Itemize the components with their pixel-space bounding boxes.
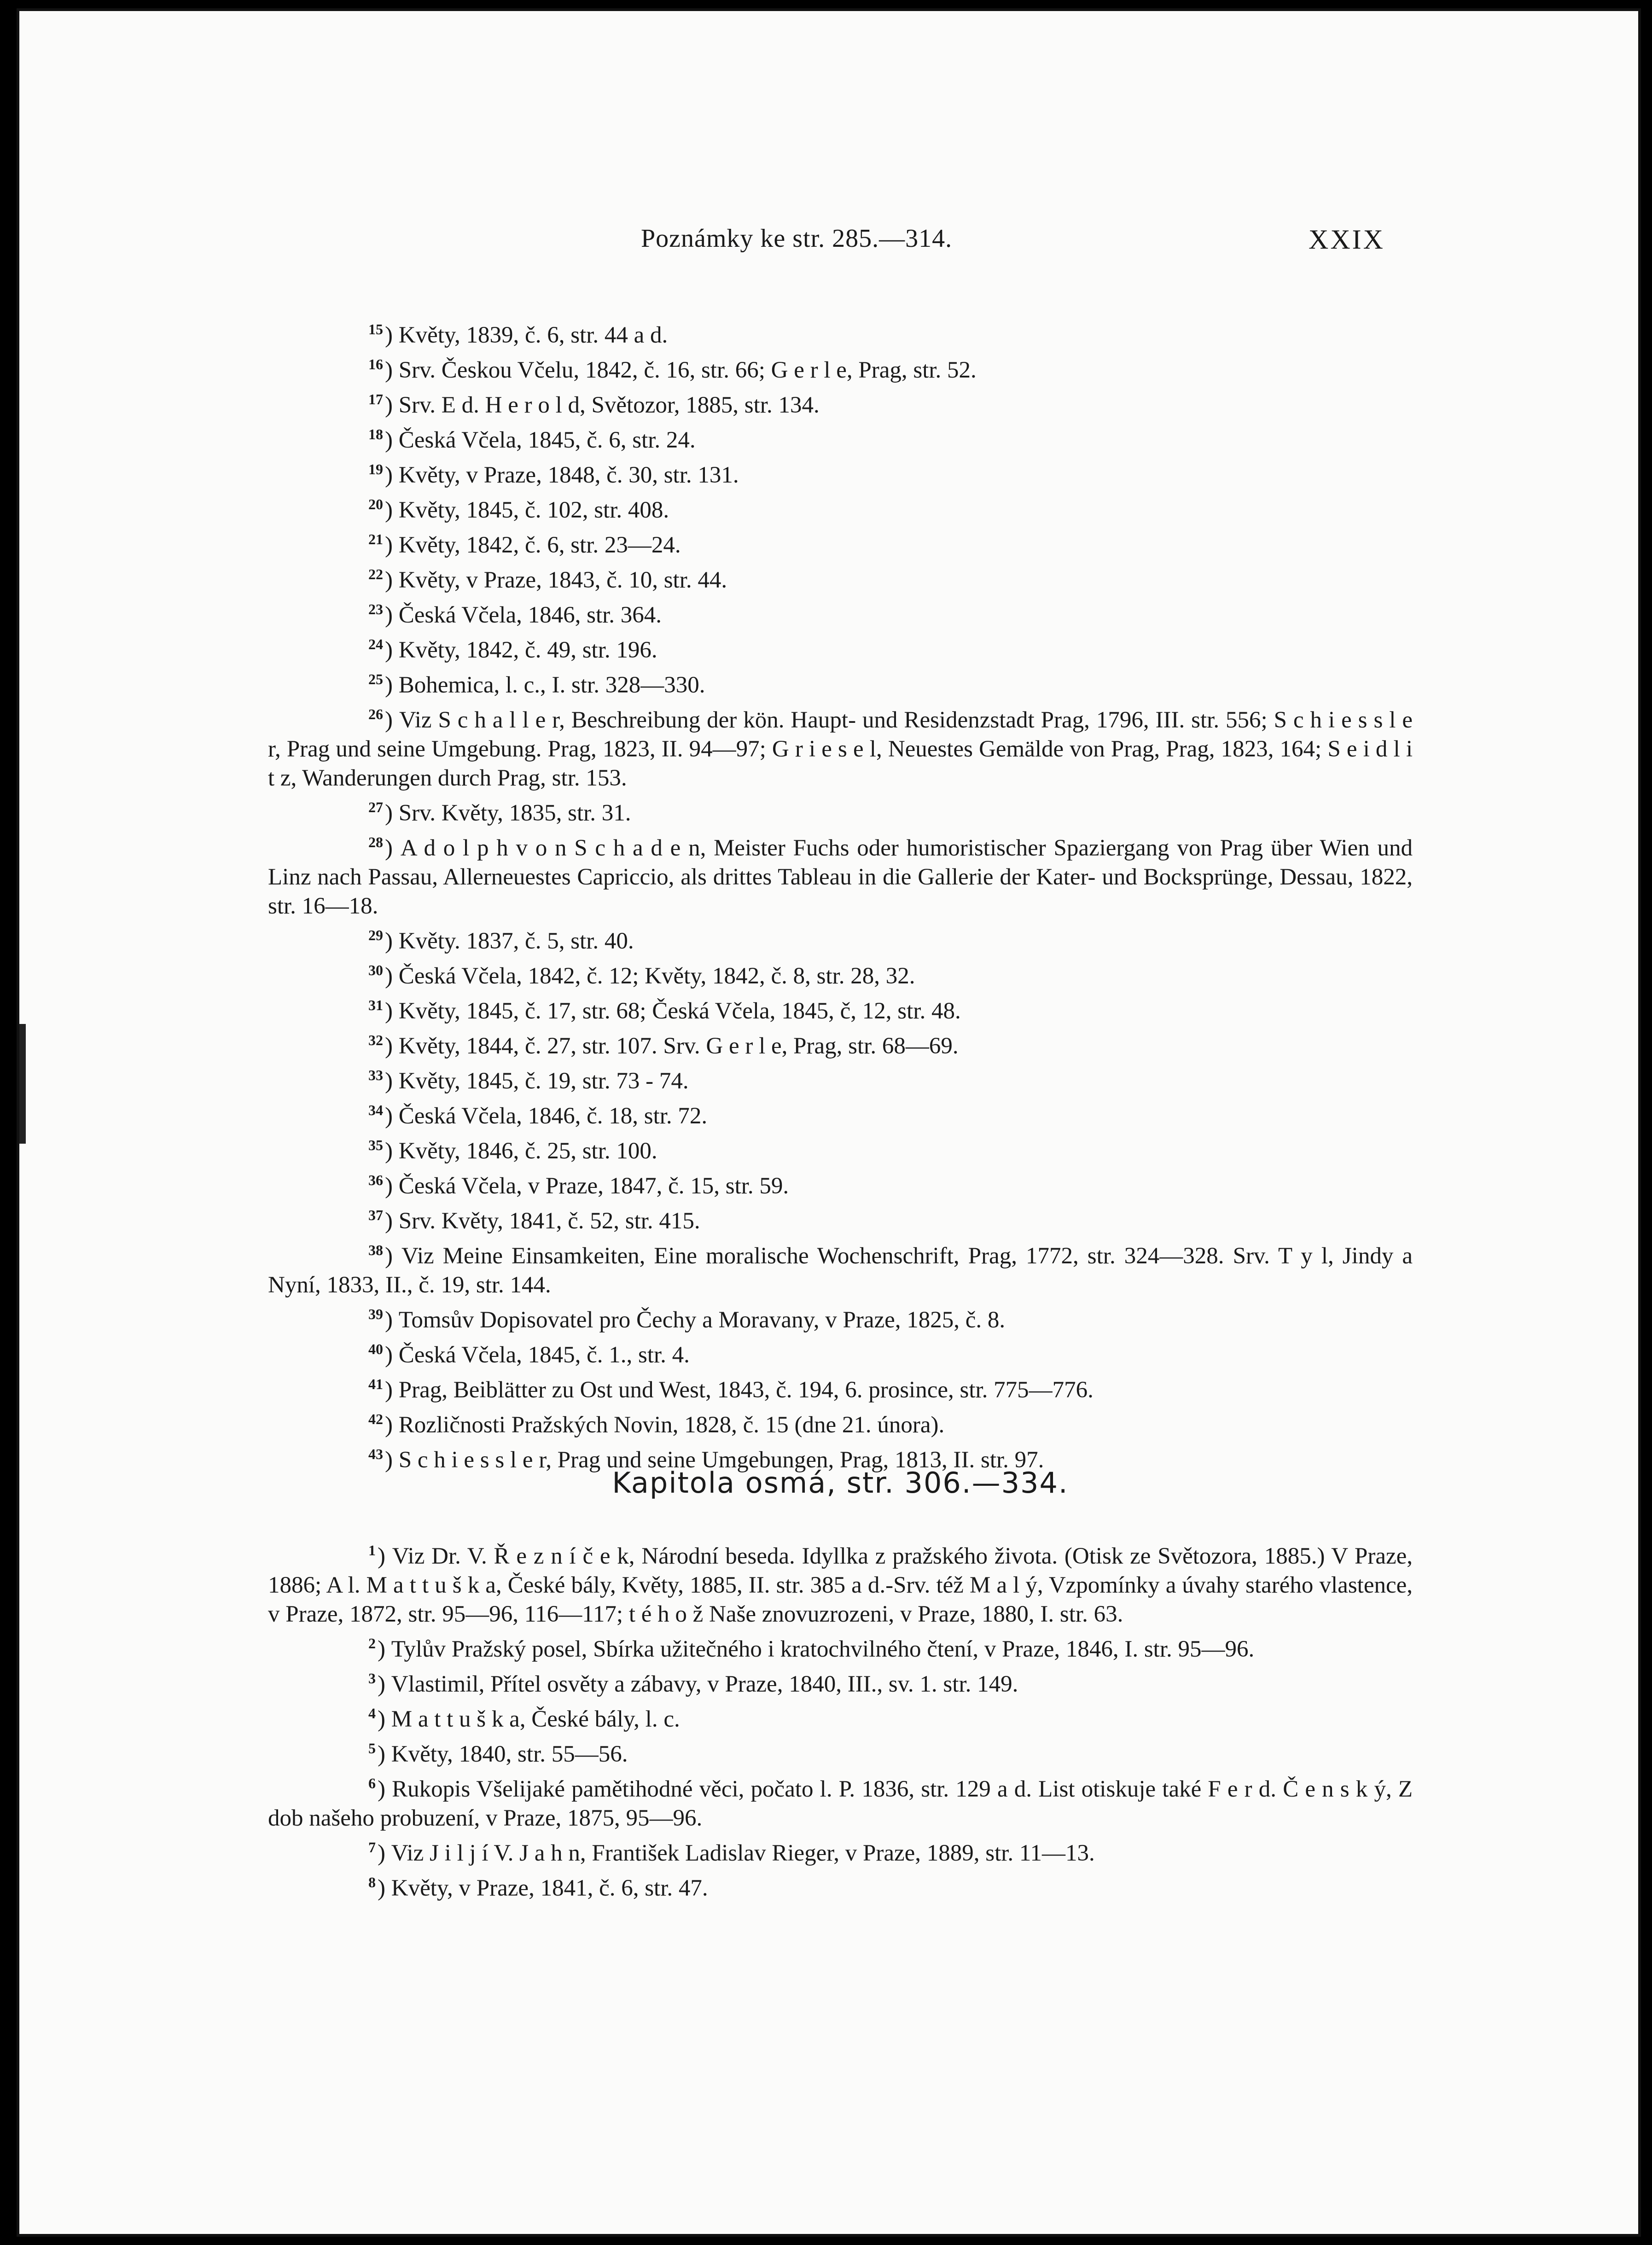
footnote-text: Květy, v Praze, 1843, č. 10, str. 44.: [398, 567, 727, 593]
footnote: $^{39}$) Tomsův Dopisovatel pro Čechy a Moravany, v Praze, 1825, č. 8.: [368, 1306, 1006, 1333]
footnote: $^{29}$) Květy. 1837, č. 5, str. 40.: [368, 927, 634, 954]
footnote-number: 16: [368, 356, 383, 372]
footnotes-chapter-7: [268, 315, 1413, 1475]
footnote: $^{17}$) Srv. E d. H e r o l d, Světozor, 1885, str. 134.: [368, 391, 820, 418]
footnote: $^{32}$) Květy, 1844, č. 27, str. 107. Srv. G e r l e, Prag, str. 68—69.: [368, 1032, 959, 1059]
footnote: $^{35}$) Květy, 1846, č. 25, str. 100.: [368, 1137, 657, 1164]
footnote-text: Vlastimil, Přítel osvěty a zábavy, v Praze, 1840, III., sv. 1. str. 149.: [391, 1671, 1018, 1697]
footnotes-chapter-8: [268, 1536, 1413, 1903]
footnote-text: Květy. 1837, č. 5, str. 40.: [398, 928, 634, 954]
footnote-text: Viz Meine Einsamkeiten, Eine moralische Wochenschrift, Prag, 1772, str. 324—328. Srv. T y l, Jindy a Nyní, 1833, II., č. 19, str. 144.: [268, 1243, 1413, 1298]
footnote: $^{20}$) Květy, 1845, č. 102, str. 408.: [368, 496, 669, 523]
footnote-text: Rozličnosti Pražských Novin, 1828, č. 15 (dne 21. února).: [398, 1412, 945, 1438]
footnote-number: 25: [368, 671, 383, 687]
footnote: $^{40}$) Česká Včela, 1845, č. 1., str. 4.: [368, 1341, 690, 1368]
footnote-number: 3: [368, 1670, 376, 1687]
running-title: Poznámky ke str. 285.—314.: [641, 224, 953, 253]
footnote-text: Květy, 1846, č. 25, str. 100.: [398, 1138, 657, 1164]
footnote-text: Srv. Květy, 1835, str. 31.: [398, 800, 631, 826]
footnote: $^{30}$) Česká Včela, 1842, č. 12; Květy, 1842, č. 8, str. 28, 32.: [368, 962, 915, 989]
footnote: $^8$) Květy, v Praze, 1841, č. 6, str. 47.: [368, 1874, 708, 1901]
footnote-text: Česká Včela, 1845, č. 1., str. 4.: [398, 1342, 690, 1368]
footnote-number: 35: [368, 1137, 383, 1153]
footnote: $^{43}$) S c h i e s s l e r, Prag und seine Umgebungen, Prag, 1813, II. str. 97.: [368, 1446, 1044, 1473]
footnote-number: 31: [368, 997, 383, 1013]
footnote-text: Srv. E d. H e r o l d, Světozor, 1885, str. 134.: [398, 392, 820, 418]
footnote-text: Květy, 1844, č. 27, str. 107. Srv. G e r l e, Prag, str. 68—69.: [398, 1033, 959, 1059]
footnote-number: 1: [368, 1542, 376, 1559]
footnote: $^{21}$) Květy, 1842, č. 6, str. 23—24.: [368, 531, 681, 558]
footnote: $^{23}$) Česká Včela, 1846, str. 364.: [368, 601, 662, 628]
footnote-number: 19: [368, 461, 383, 477]
footnote-text: Tylův Pražský posel, Sbírka užitečného i kratochvilného čtení, v Praze, 1846, I. str. 95—96.: [391, 1636, 1255, 1662]
footnote-text: Česká Včela, v Praze, 1847, č. 15, str. 59.: [398, 1173, 789, 1199]
footnote-text: S c h i e s s l e r, Prag und seine Umgebungen, Prag, 1813, II. str. 97.: [398, 1447, 1044, 1473]
footnote: $^{38}$) Viz Meine Einsamkeiten, Eine moralische Wochenschrift, Prag, 1772, str. 324—328. Srv. T y l, Jindy a Nyní, 1833, II., č. 19, str. 144.: [268, 1242, 1413, 1298]
footnote: $^4$) M a t t u š k a, České bály, l. c.: [368, 1705, 680, 1732]
footnote-text: Viz J i l j í V. J a h n, František Ladislav Rieger, v Praze, 1889, str. 11—13.: [391, 1840, 1095, 1866]
footnote: $^{22}$) Květy, v Praze, 1843, č. 10, str. 44.: [368, 566, 727, 593]
footnote-number: 27: [368, 799, 383, 815]
footnote-text: M a t t u š k a, České bály, l. c.: [391, 1706, 680, 1732]
footnote-number: 8: [368, 1874, 376, 1890]
footnote: $^{16}$) Srv. Českou Včelu, 1842, č. 16, str. 66; G e r l e, Prag, str. 52.: [368, 356, 977, 383]
footnote: $^{15}$) Květy, 1839, č. 6, str. 44 a d.: [368, 321, 668, 348]
footnote-number: 43: [368, 1446, 383, 1462]
footnote-number: 21: [368, 531, 383, 547]
footnote-text: Květy, 1845, č. 102, str. 408.: [398, 497, 669, 523]
footnote-text: Tomsův Dopisovatel pro Čechy a Moravany, v Praze, 1825, č. 8.: [398, 1307, 1006, 1333]
footnote-number: 26: [368, 706, 383, 722]
footnote-number: 29: [368, 927, 383, 943]
footnote-text: Květy, 1840, str. 55—56.: [391, 1741, 628, 1767]
footnote-text: Viz Dr. V. Ř e z n í č e k, Národní beseda. Idyllka z pražského života. (Otisk ze Světozora, 1885.) V Praze, 1886; A l. M a t t u š k a, České bály, Květy, 1885, II. str. 385 a d.-Srv. též M a l ý, Vzpomínky a úvahy starého vlastence, v Praze, 1872, str. 95—96, 116—117; t é h o ž Naše znovuzrozeni, v Praze, 1880, I. str. 63.: [268, 1543, 1413, 1627]
footnote-number: 22: [368, 566, 383, 582]
footnote-text: Květy, v Praze, 1841, č. 6, str. 47.: [391, 1875, 708, 1901]
footnote: $^{19}$) Květy, v Praze, 1848, č. 30, str. 131.: [368, 461, 739, 488]
footnote: $^{41}$) Prag, Beiblätter zu Ost und West, 1843, č. 194, 6. prosince, str. 775—776.: [368, 1376, 1094, 1403]
footnote-number: 28: [368, 834, 383, 850]
footnote: $^2$) Tylův Pražský posel, Sbírka užitečného i kratochvilného čtení, v Praze, 1846, I. str. 95—96.: [368, 1635, 1255, 1662]
footnote-text: Rukopis Všelijaké pamětihodné věci, počato l. P. 1836, str. 129 a d. List otiskuje také F e r d. Č e n s k ý, Z dob našeho probuzení, v Praze, 1875, 95—96.: [268, 1776, 1413, 1831]
footnote-text: Srv. Českou Včelu, 1842, č. 16, str. 66; G e r l e, Prag, str. 52.: [398, 357, 977, 383]
footnote-number: 7: [368, 1839, 376, 1855]
footnote-text: Česká Včela, 1842, č. 12; Květy, 1842, č. 8, str. 28, 32.: [398, 963, 915, 989]
footnote-text: Květy, v Praze, 1848, č. 30, str. 131.: [398, 462, 739, 488]
footnote: $^{31}$) Květy, 1845, č. 17, str. 68; Česká Včela, 1845, č, 12, str. 48.: [368, 997, 961, 1024]
footnote-text: Květy, 1842, č. 49, str. 196.: [398, 637, 657, 663]
footnote: $^{36}$) Česká Včela, v Praze, 1847, č. 15, str. 59.: [368, 1172, 789, 1199]
footnote-text: Viz S c h a l l e r, Beschreibung der kön. Haupt- und Residenzstadt Prag, 1796, III. str. 556; S c h i e s s l e r, Prag und seine Umgebung. Prag, 1823, II. 94—97; G r i e s e l, Neuestes Gemälde von Prag, Prag, 1823, 164; S e i d l i t z, Wanderungen durch Prag, str. 153.: [268, 707, 1413, 791]
footnote: $^{37}$) Srv. Květy, 1841, č. 52, str. 415.: [368, 1207, 700, 1234]
footnote-number: 39: [368, 1306, 383, 1322]
footnote-number: 2: [368, 1635, 376, 1652]
footnote-text: A d o l p h v o n S c h a d e n, Meister Fuchs oder humoristischer Spaziergang von Prag über Wien und Linz nach Passau, Allerneuestes Capriccio, als drittes Tableau in die Gallerie der Kater- und Bocksprünge, Dessau, 1822, str. 16—18.: [268, 835, 1413, 919]
footnote-number: 34: [368, 1102, 383, 1118]
footnote: $^{34}$) Česká Včela, 1846, č. 18, str. 72.: [368, 1102, 708, 1129]
footnote-text: Česká Včela, 1846, str. 364.: [398, 602, 662, 628]
footnote-number: 17: [368, 391, 383, 407]
footnote-number: 32: [368, 1032, 383, 1048]
footnote-number: 18: [368, 426, 383, 442]
footnote: $^{24}$) Květy, 1842, č. 49, str. 196.: [368, 636, 657, 663]
footnote-number: 20: [368, 496, 383, 512]
book-page: [17, 8, 1641, 2237]
footnote: $^{42}$) Rozličnosti Pražských Novin, 1828, č. 15 (dne 21. února).: [368, 1411, 945, 1438]
footnote-number: 36: [368, 1172, 383, 1188]
footnote-number: 33: [368, 1067, 383, 1083]
footnote-text: Květy, 1845, č. 19, str. 73 - 74.: [398, 1068, 689, 1094]
footnote-number: 5: [368, 1740, 376, 1756]
footnote-number: 4: [368, 1705, 376, 1722]
page-folio: XXIX: [1309, 224, 1385, 255]
footnote: $^7$) Viz J i l j í V. J a h n, František Ladislav Rieger, v Praze, 1889, str. 11—13.: [368, 1839, 1095, 1866]
footnote: $^{33}$) Květy, 1845, č. 19, str. 73 - 74.: [368, 1067, 689, 1094]
footnote-number: 6: [368, 1775, 376, 1791]
footnote: $^5$) Květy, 1840, str. 55—56.: [368, 1740, 628, 1767]
footnote-text: Česká Včela, 1846, č. 18, str. 72.: [398, 1103, 708, 1129]
footnote-text: Květy, 1839, č. 6, str. 44 a d.: [398, 322, 668, 348]
footnote: $^{27}$) Srv. Květy, 1835, str. 31.: [368, 799, 631, 826]
footnote: $^{26}$) Viz S c h a l l e r, Beschreibung der kön. Haupt- und Residenzstadt Prag, 1796, III. str. 556; S c h i e s s l e r, Prag und seine Umgebung. Prag, 1823, II. 94—97; G r i e s e l, Neuestes Gemälde von Prag, Prag, 1823, 164; S e i d l i t z, Wanderungen durch Prag, str. 153.: [268, 706, 1413, 791]
footnote-number: 24: [368, 636, 383, 652]
footnote: $^3$) Vlastimil, Přítel osvěty a zábavy, v Praze, 1840, III., sv. 1. str. 149.: [368, 1670, 1018, 1697]
footnote-text: Květy, 1842, č. 6, str. 23—24.: [398, 532, 681, 558]
footnote-number: 38: [368, 1242, 383, 1258]
footnote: $^{28}$) A d o l p h v o n S c h a d e n, Meister Fuchs oder humoristischer Spaziergang von Prag über Wien und Linz nach Passau, Allerneuestes Capriccio, als drittes Tableau in die Gallerie der Kater- und Bocksprünge, Dessau, 1822, str. 16—18.: [268, 834, 1413, 919]
footnote-text: Květy, 1845, č. 17, str. 68; Česká Včela, 1845, č, 12, str. 48.: [398, 998, 961, 1024]
footnote: $^1$) Viz Dr. V. Ř e z n í č e k, Národní beseda. Idyllka z pražského života. (Otisk ze Světozora, 1885.) V Praze, 1886; A l. M a t t u š k a, České bály, Květy, 1885, II. str. 385 a d.-Srv. též M a l ý, Vzpomínky a úvahy starého vlastence, v Praze, 1872, str. 95—96, 116—117; t é h o ž Naše znovuzrozeni, v Praze, 1880, I. str. 63.: [268, 1542, 1413, 1627]
footnote-text: Srv. Květy, 1841, č. 52, str. 415.: [398, 1208, 700, 1234]
footnote-number: 30: [368, 962, 383, 978]
footnote-text: Bohemica, l. c., I. str. 328—330.: [398, 672, 705, 698]
footnote-number: 42: [368, 1411, 383, 1427]
footnote: $^6$) Rukopis Všelijaké pamětihodné věci, počato l. P. 1836, str. 129 a d. List otiskuje také F e r d. Č e n s k ý, Z dob našeho probuzení, v Praze, 1875, 95—96.: [268, 1775, 1413, 1831]
footnote-number: 41: [368, 1376, 383, 1392]
spine-shadow: [19, 1024, 26, 1144]
section-title: Kapitola osmá, str. 306.—334.: [612, 1466, 1069, 1500]
footnote-number: 37: [368, 1207, 383, 1223]
footnote-text: Prag, Beiblätter zu Ost und West, 1843, č. 194, 6. prosince, str. 775—776.: [398, 1377, 1094, 1403]
footnote: $^{18}$) Česká Včela, 1845, č. 6, str. 24.: [368, 426, 696, 453]
footnote-text: Česká Včela, 1845, č. 6, str. 24.: [398, 427, 696, 453]
footnote: $^{25}$) Bohemica, l. c., I. str. 328—330.: [368, 671, 705, 698]
footnote-number: 15: [368, 321, 383, 337]
footnote-number: 23: [368, 601, 383, 617]
footnote-number: 40: [368, 1341, 383, 1357]
